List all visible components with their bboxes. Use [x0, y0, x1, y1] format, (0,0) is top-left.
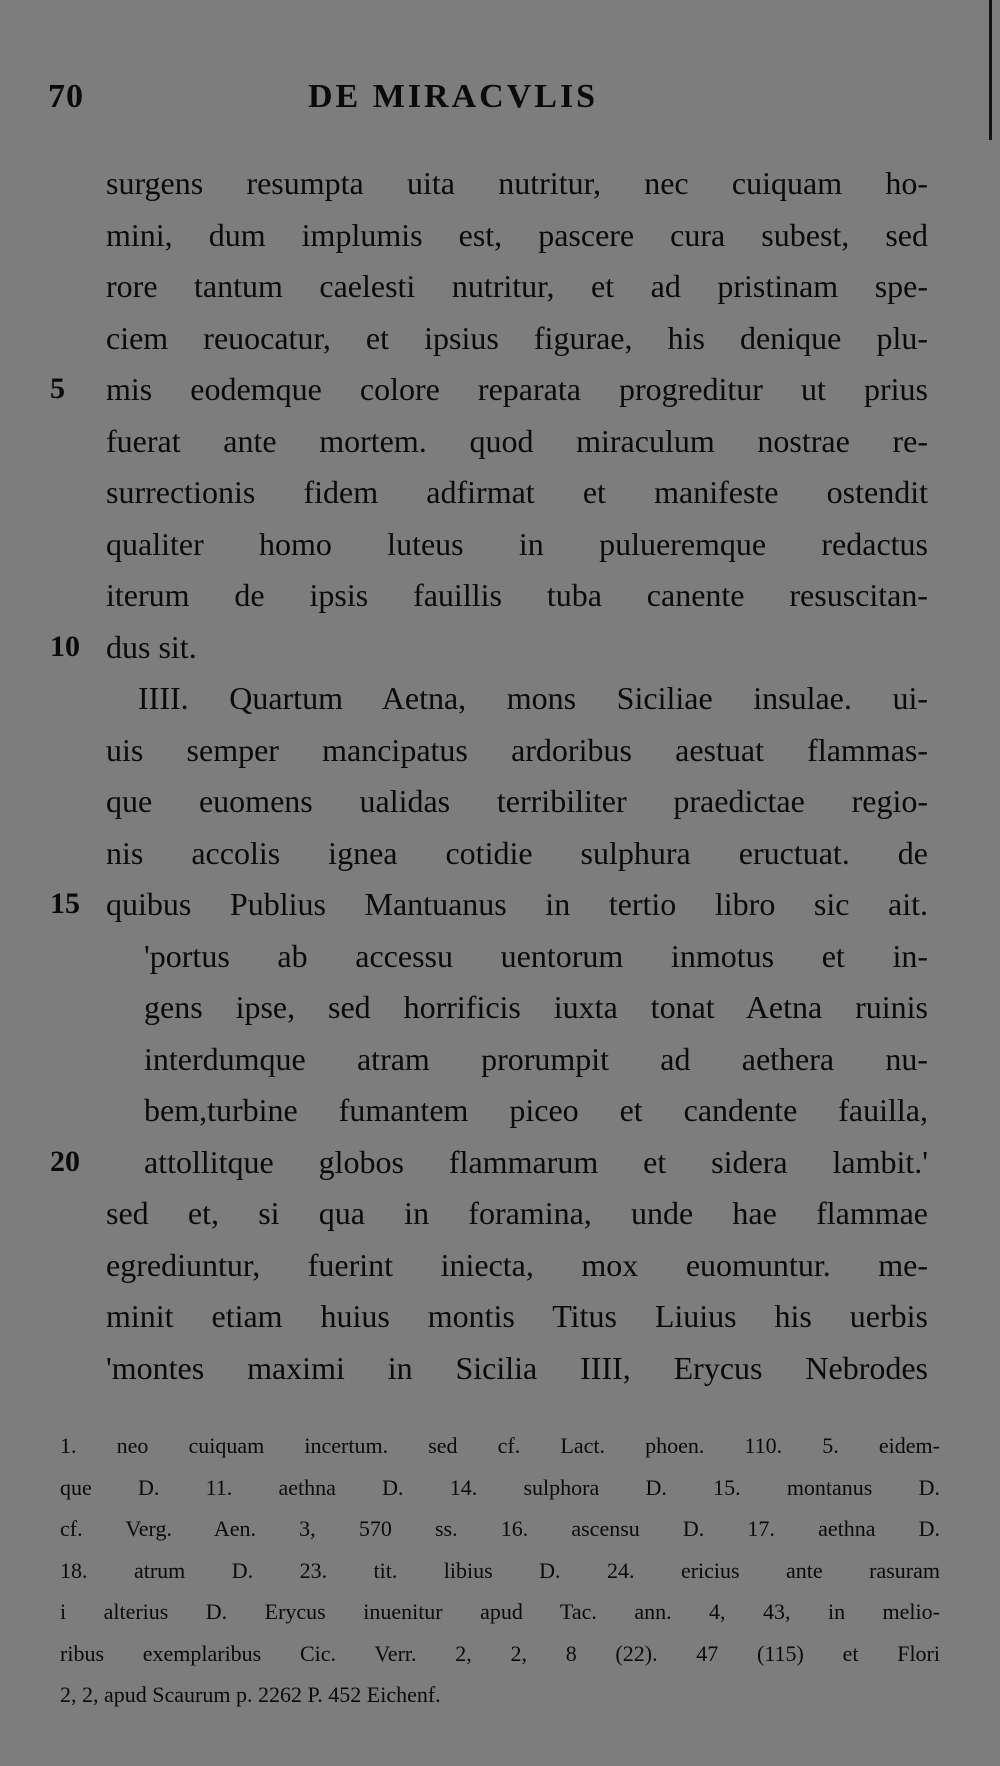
- line-text: surrectionis fidem adfirmat et manifeste ostendit: [106, 474, 928, 510]
- line-text: bem,turbine fumantem piceo et candente fauilla,: [144, 1092, 928, 1128]
- text-line: [0, 158, 1000, 208]
- line-text: attollitque globos flammarum et sidera lambit.': [144, 1143, 928, 1180]
- footnote-line: 1. neo cuiquam incertum. sed cf. Lact. phoen. 110. 5. eidem-: [60, 1433, 940, 1458]
- line-text: quibus Publius Mantuanus in tertio libro sic ait.: [106, 886, 928, 922]
- footnote-line: ribus exemplaribus Cic. Verr. 2, 2, 8 (22). 47 (115) et Flori: [60, 1640, 940, 1666]
- line-text: interdumque atram prorumpit ad aethera nu-: [144, 1040, 928, 1077]
- line-text: mis eodemque colore reparata progreditur ut prius: [106, 371, 928, 407]
- text-line: [0, 467, 1000, 517]
- text-line: [0, 673, 1000, 723]
- footnote-line: cf. Verg. Aen. 3, 570 ss. 16. ascensu D. 17. aethna D.: [60, 1516, 940, 1541]
- text-line: [0, 1137, 1000, 1187]
- text-line: [0, 1188, 1000, 1238]
- page-header: [48, 78, 948, 128]
- text-line: [0, 622, 1000, 672]
- line-text: uis semper mancipatus ardoribus aestuat flammas-: [106, 731, 928, 768]
- line-text: egrediuntur, fuerint iniecta, mox euomuntur. me-: [106, 1246, 928, 1283]
- line-number: 20: [50, 1144, 80, 1178]
- text-line: [0, 570, 1000, 620]
- footnote-line: 18. atrum D. 23. tit. libius D. 24. ericius ante rasuram: [60, 1557, 940, 1583]
- text-line: [0, 364, 1000, 414]
- text-line: [0, 1034, 1000, 1084]
- text-line: [0, 828, 1000, 878]
- text-line: [0, 879, 1000, 929]
- page-edge-shadow: [989, 0, 992, 140]
- line-text: qualiter homo luteus in pulueremque redactus: [106, 525, 928, 562]
- text-line: [0, 725, 1000, 775]
- text-line: [0, 261, 1000, 311]
- line-number: 10: [50, 629, 80, 663]
- line-text: rore tantum caelesti nutritur, et ad pristinam spe-: [106, 268, 928, 304]
- line-text: IIII. Quartum Aetna, mons Siciliae insulae. ui-: [138, 680, 928, 716]
- footnote-line: que D. 11. aethna D. 14. sulphora D. 15. montanus D.: [60, 1474, 940, 1500]
- page-number: 70: [48, 78, 84, 115]
- text-line: [0, 982, 1000, 1032]
- line-number: 15: [50, 887, 80, 920]
- text-line: [0, 1291, 1000, 1341]
- line-text: surgens resumpta uita nutritur, nec cuiquam ho-: [106, 165, 928, 201]
- line-text: ciem reuocatur, et ipsius figurae, his denique plu-: [106, 319, 928, 356]
- line-text: 'portus ab accessu uentorum inmotus et in-: [144, 937, 928, 974]
- text-line: [0, 776, 1000, 826]
- line-text: minit etiam huius montis Titus Liuius his uerbis: [106, 1298, 928, 1334]
- line-number: 5: [50, 372, 65, 405]
- line-text: mini, dum implumis est, pascere cura subest, sed: [106, 216, 928, 253]
- line-text: que euomens ualidas terribiliter praedictae regio-: [106, 783, 928, 819]
- text-line: [0, 210, 1000, 260]
- footnote-line: i alterius D. Erycus inuenitur apud Tac. ann. 4, 43, in melio-: [60, 1599, 940, 1624]
- text-line: [0, 416, 1000, 466]
- running-title: DE MIRACVLIS: [308, 78, 599, 115]
- text-line: [0, 1343, 1000, 1393]
- text-line: [0, 1240, 1000, 1290]
- line-text: fuerat ante mortem. quod miraculum nostrae re-: [106, 422, 928, 459]
- line-text: gens ipse, sed horrificis iuxta tonat Aetna ruinis: [144, 989, 928, 1025]
- line-text: dus sit.: [106, 628, 197, 665]
- line-text: sed et, si qua in foramina, unde hae flammae: [106, 1195, 928, 1231]
- text-line: [0, 931, 1000, 981]
- line-text: 'montes maximi in Sicilia IIII, Erycus Nebrodes: [106, 1349, 928, 1386]
- text-line: [0, 313, 1000, 363]
- line-text: nis accolis ignea cotidie sulphura eructuat. de: [106, 834, 928, 871]
- text-line: [0, 519, 1000, 569]
- line-text: iterum de ipsis fauillis tuba canente resuscitan-: [106, 577, 928, 613]
- text-line: [0, 1085, 1000, 1135]
- footnote-line: 2, 2, apud Scaurum p. 2262 P. 452 Eichenf.: [60, 1682, 441, 1707]
